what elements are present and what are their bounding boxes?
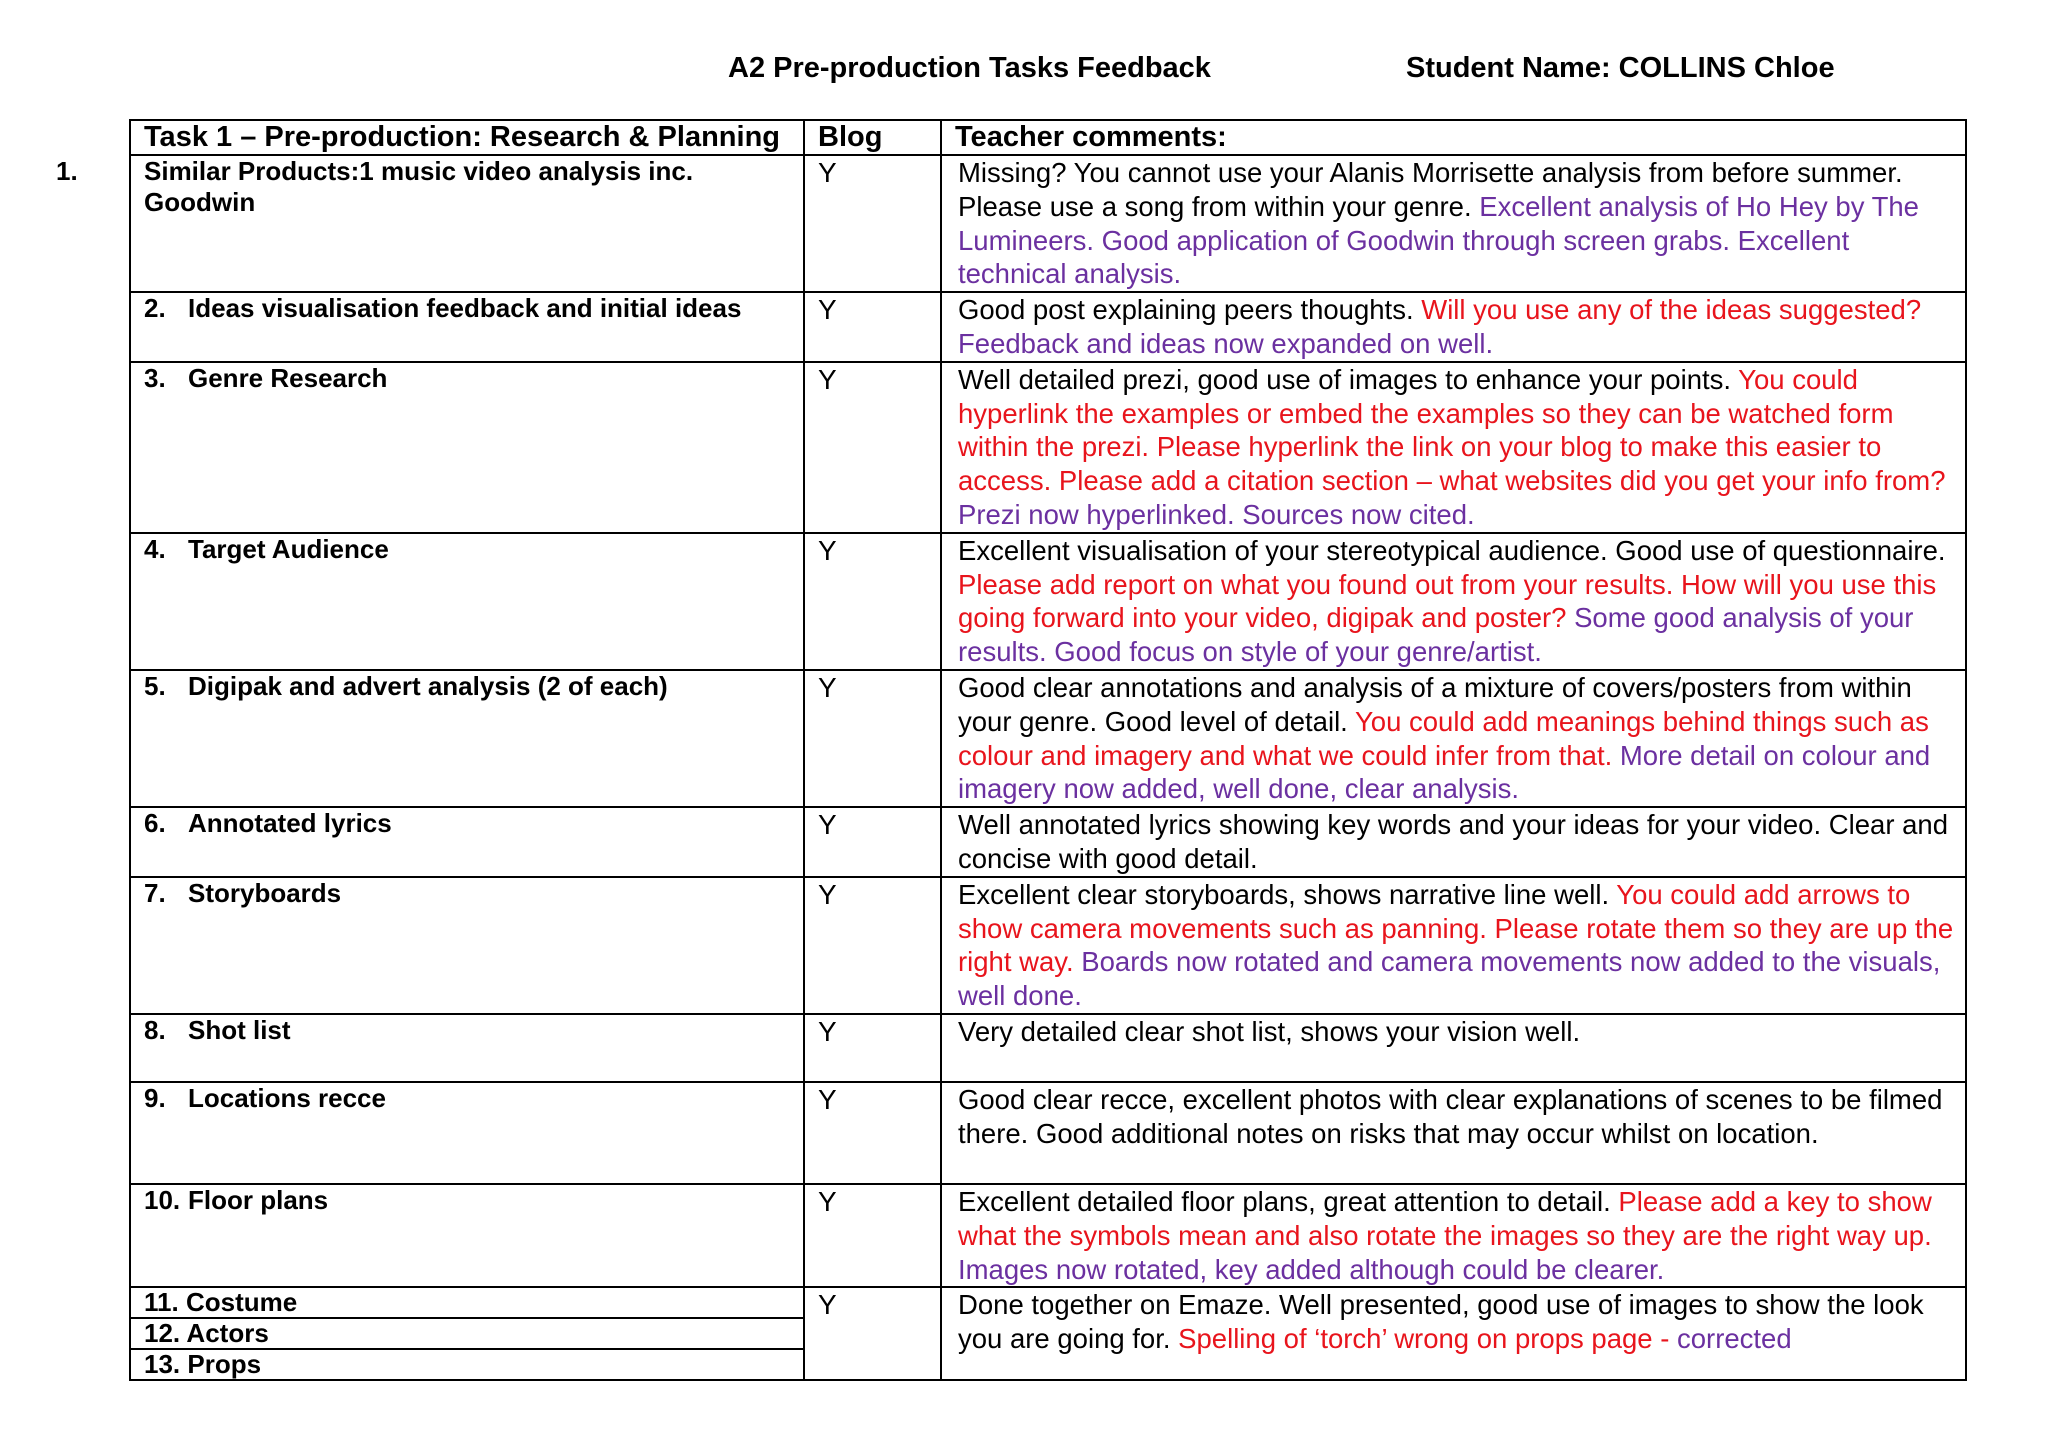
blog-status: Y (804, 155, 941, 292)
blog-status: Y (804, 670, 941, 807)
task-number: 5. (144, 670, 166, 701)
teacher-comment (941, 362, 1966, 533)
task-label: Genre Research (188, 362, 388, 393)
task-number: 12. (144, 1318, 181, 1349)
teacher-comment (941, 155, 1966, 292)
comment-red-text: Spelling of ‘torch’ wrong on props page - (1178, 1323, 1678, 1355)
comment-purple-text: More detail on colour and imagery now added, well done, clear analysis. (958, 739, 1931, 805)
task-number: 11. (144, 1287, 179, 1318)
task-label: Shot list (188, 1014, 291, 1045)
comment-purple-text: Some good analysis of your results. Good focus on style of your genre/artist. (958, 602, 1914, 668)
comment-red-text: You could add arrows to show camera movements such as panning. Please rotate them so they are up the right way. (958, 878, 1954, 978)
comment-black-text: Good clear annotations and analysis of a mixture of covers/posters from within your genre. Good level of detail. (958, 671, 1912, 737)
comments-column-header: Teacher comments: (941, 120, 1966, 155)
table-row (130, 1082, 1966, 1184)
blog-status: Y (804, 1014, 941, 1082)
comment-red-text: Please add report on what you found out from your results. How will you use this going forward into your video, digipak and poster? (958, 568, 1937, 634)
table-row (130, 533, 1966, 670)
teacher-comment (941, 292, 1966, 362)
task-number: 4. (144, 533, 166, 564)
comment-purple-text: corrected (1677, 1323, 1792, 1355)
comment-black-text: Good clear recce, excellent photos with clear explanations of scenes to be filmed there. Good additional notes on risks that may occur whilst on location. (958, 1083, 1943, 1149)
task-column-header: Task 1 – Pre-production: Research & Planning (130, 120, 804, 155)
table-row (130, 155, 1966, 292)
blog-status: Y (804, 533, 941, 670)
comment-purple-text: Prezi now hyperlinked. Sources now cited. (958, 498, 1475, 530)
comment-black-text: Missing? You cannot use your Alanis Morrisette analysis from before summer. Please use a song from within your genre. (958, 157, 1903, 222)
comment-red-text: Will you use any of the ideas suggested? (1421, 294, 1922, 326)
blog-status: Y (804, 362, 941, 533)
comment-red-text: You could add meanings behind things such as colour and imagery and what we could infer from that. (958, 705, 1929, 771)
teacher-comment (941, 877, 1966, 1014)
comment-black-text: Done together on Emaze. Well presented, good use of images to show the look you are going for. (958, 1289, 1924, 1355)
teacher-comment (941, 1184, 1966, 1287)
task-number: 6. (144, 808, 166, 839)
task-cell (56, 155, 804, 292)
table-body (56, 155, 1966, 1380)
comment-purple-text: Images now rotated, key added although could be clearer. (958, 1253, 1665, 1285)
blog-status: Y (804, 1184, 941, 1287)
table-row (130, 877, 1966, 1014)
task-cell (130, 1349, 804, 1380)
task-label: Floor plans (188, 1184, 329, 1215)
feedback-table (56, 119, 1967, 1381)
comment-black-text: Very detailed clear shot list, shows your vision well. (958, 1015, 1581, 1047)
task-number: 3. (144, 362, 166, 393)
blog-status: Y (804, 877, 941, 1014)
header-row (130, 120, 1966, 155)
comment-purple-text: Excellent analysis of Ho Hey by The Lumineers. Good application of Goodwin through screen grabs. Excellent technical analysis. (958, 190, 1919, 290)
task-cell (130, 1287, 804, 1318)
task-cell (130, 533, 804, 670)
comment-black-text: Good post explaining peers thoughts. (958, 294, 1422, 326)
teacher-comment (941, 807, 1966, 877)
task-cell (130, 670, 804, 807)
comment-black-text: Excellent visualisation of your stereotypical audience. Good use of questionnaire. (958, 534, 1946, 566)
task-label: Digipak and advert analysis (2 of each) (188, 670, 668, 701)
comment-red-text: Please add a key to show what the symbols mean and also rotate the images so they are the right way up. (958, 1185, 1932, 1251)
document-title: A2 Pre-production Tasks Feedback (728, 52, 1211, 84)
task-cell (130, 1082, 804, 1184)
task-number: 13. (144, 1349, 181, 1380)
comment-purple-text: Feedback and ideas now expanded on well. (958, 327, 1494, 359)
task-label: Annotated lyrics (188, 808, 392, 839)
task-label: Ideas visualisation feedback and initial ideas (188, 293, 742, 324)
task-label: Storyboards (188, 877, 342, 908)
table-row (130, 1184, 1966, 1287)
table-row (130, 670, 1966, 807)
comment-black-text: Well annotated lyrics showing key words and your ideas for your video. Clear and concise with good detail. (958, 809, 1948, 874)
task-number: 2. (144, 293, 166, 324)
table-row (130, 292, 1966, 362)
task-cell (130, 292, 804, 362)
task-label: Locations recce (188, 1082, 386, 1113)
teacher-comment (941, 1287, 1966, 1380)
task-label: Similar Products:1 music video analysis inc. Goodwin (144, 156, 694, 217)
task-label: Costume (185, 1287, 298, 1318)
comment-red-text: You could hyperlink the examples or embed the examples so they can be watched form within the prezi. Please hyperlink the link on your blog to make this easier to access. Please add a citation section – what websites did you get your info from? (958, 363, 1946, 497)
task-number: 9. (144, 1082, 166, 1113)
task-cell (130, 362, 804, 533)
blog-status: Y (804, 1287, 941, 1380)
teacher-comment (941, 670, 1966, 807)
comment-black-text: Well detailed prezi, good use of images to enhance your points. (958, 363, 1739, 395)
blog-status: Y (804, 1082, 941, 1184)
blog-status: Y (804, 292, 941, 362)
task-cell (130, 807, 804, 877)
teacher-comment (941, 1082, 1966, 1184)
table-row (130, 362, 1966, 533)
table-row (130, 807, 1966, 877)
task-cell (130, 1014, 804, 1082)
task-cell (130, 1184, 804, 1287)
teacher-comment (941, 533, 1966, 670)
task-label: Target Audience (188, 533, 389, 564)
student-name: Student Name: COLLINS Chloe (1406, 52, 1835, 84)
blog-status: Y (804, 807, 941, 877)
table-row (130, 1014, 1966, 1082)
blog-column-header: Blog (804, 120, 941, 155)
task-cell (130, 877, 804, 1014)
task-number: 1. (56, 156, 78, 186)
task-label: Actors (186, 1318, 269, 1349)
task-cell (130, 1318, 804, 1349)
teacher-comment (941, 1014, 1966, 1082)
task-number: 8. (144, 1014, 166, 1045)
comment-black-text: Excellent detailed floor plans, great attention to detail. (958, 1185, 1619, 1217)
comment-black-text: Excellent clear storyboards, shows narrative line well. (958, 878, 1617, 910)
task-number: 7. (144, 877, 166, 908)
task-label: Props (187, 1349, 262, 1380)
task-number: 10. (144, 1184, 181, 1215)
table-row (130, 1287, 1966, 1318)
comment-purple-text: Boards now rotated and camera movements now added to the visuals, well done. (958, 946, 1941, 1012)
